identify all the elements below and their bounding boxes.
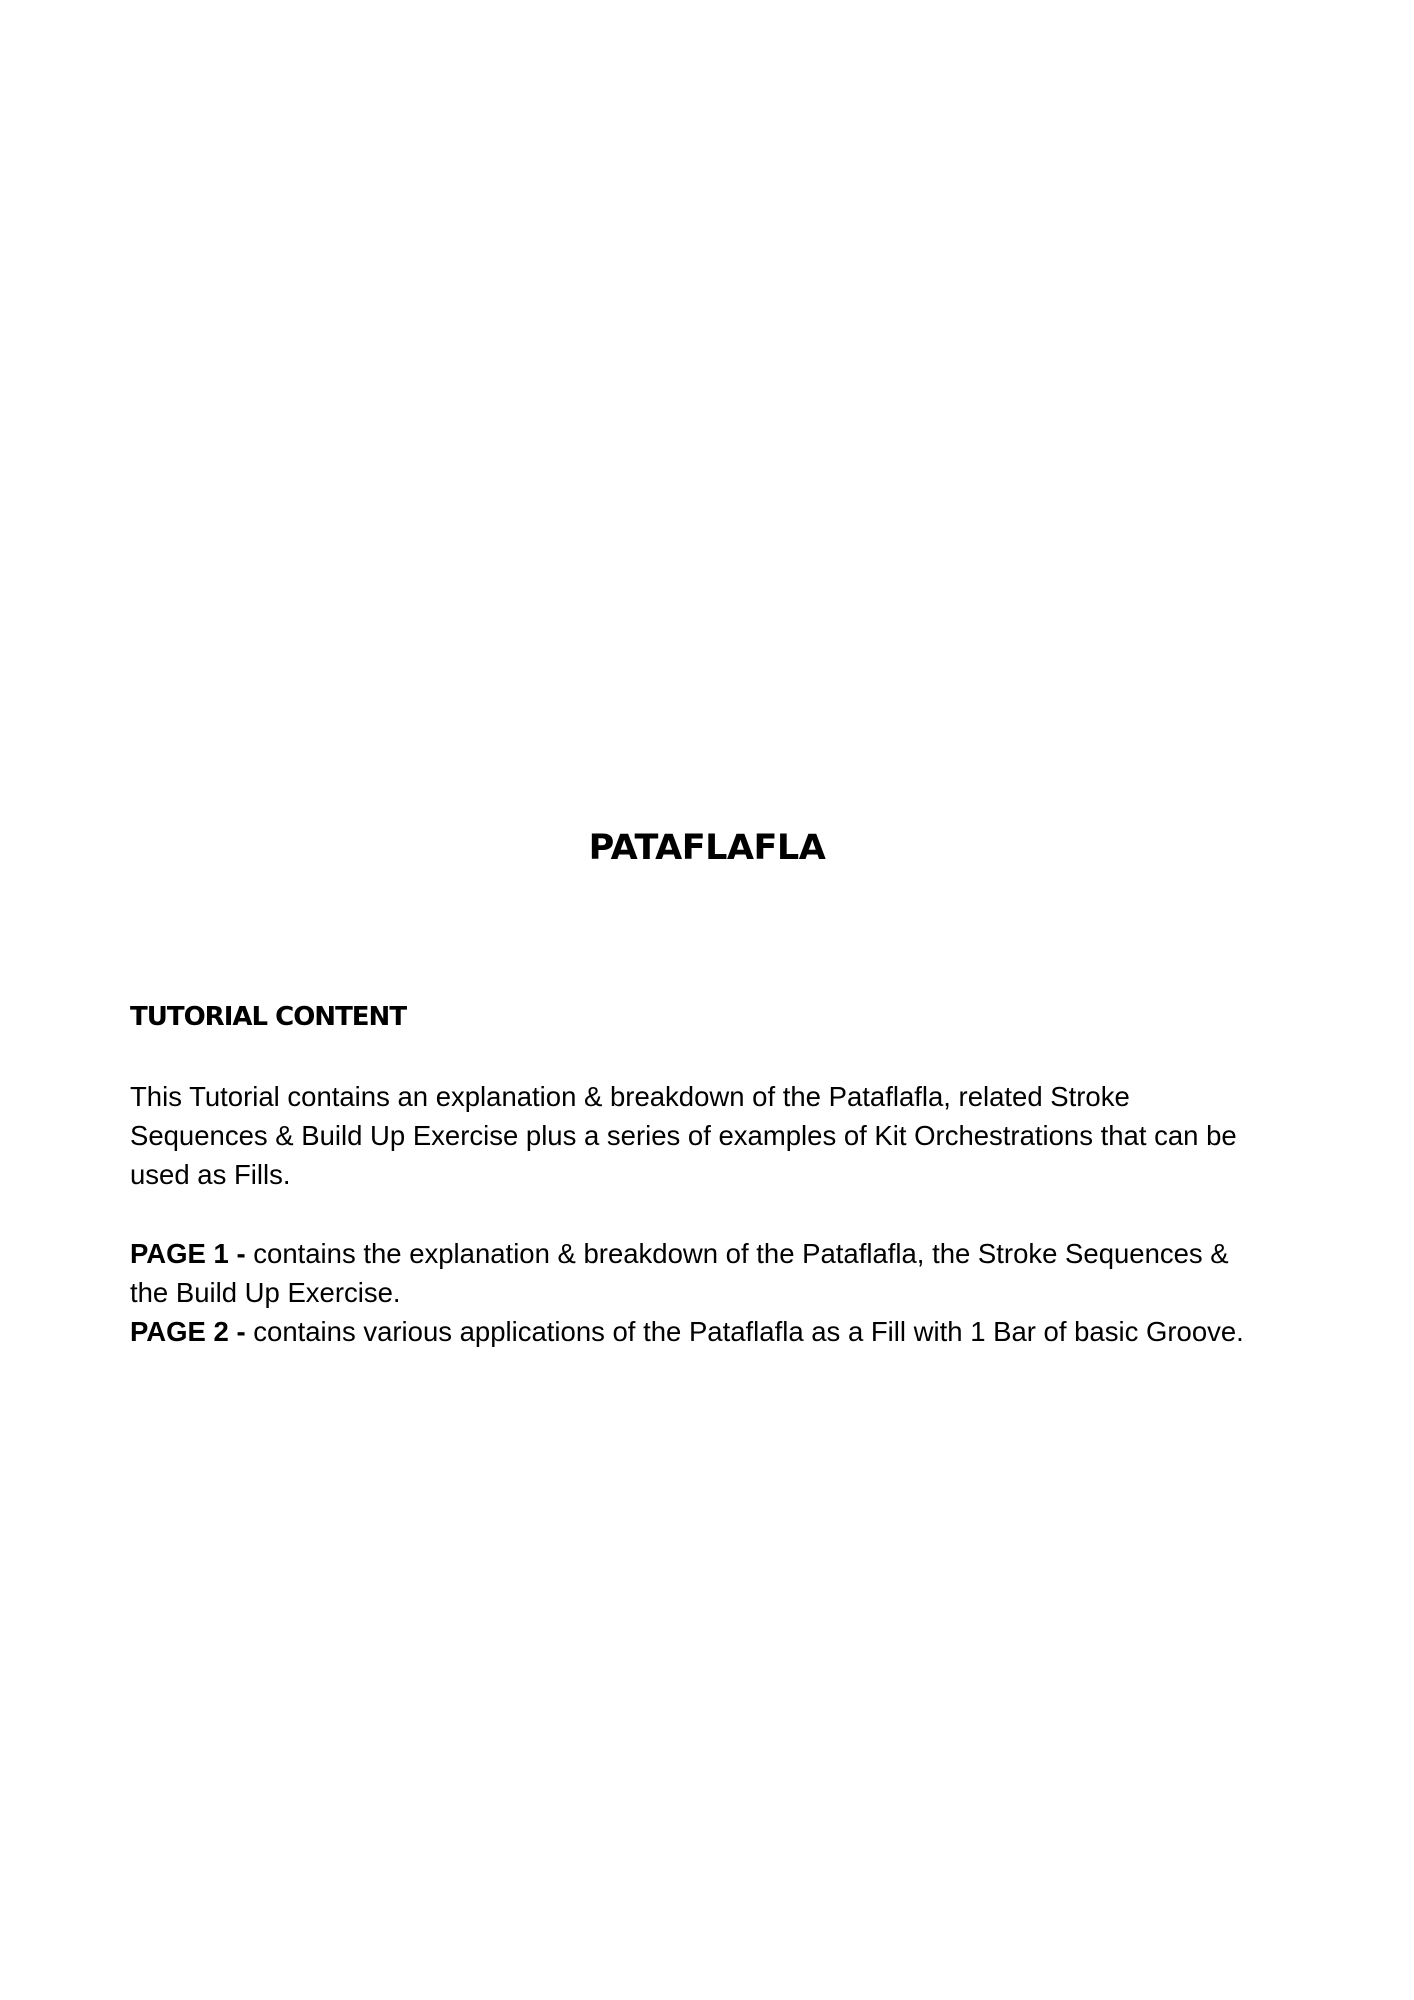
- section-heading: TUTORIAL CONTENT: [130, 1002, 407, 1032]
- page-1-label: PAGE 1 -: [130, 1238, 246, 1269]
- page-1-description: [130, 1234, 1270, 1312]
- page-2-description: [130, 1312, 1270, 1351]
- page-1-text: contains the explanation & breakdown of the Pataflafla, the Stroke Sequences & the Build Up Exercise.: [130, 1238, 1229, 1308]
- page-2-label: PAGE 2 -: [130, 1316, 246, 1347]
- document-title: PATAFLAFLA: [588, 828, 826, 868]
- page-descriptions: [130, 1234, 1270, 1351]
- page-2-text: contains various applications of the Pataflafla as a Fill with 1 Bar of basic Groove.: [245, 1316, 1244, 1347]
- intro-paragraph: This Tutorial contains an explanation & breakdown of the Pataflafla, related Stroke Sequences & Build Up Exercise plus a series of examples of Kit Orchestrations that can be used as Fills.: [130, 1081, 1237, 1190]
